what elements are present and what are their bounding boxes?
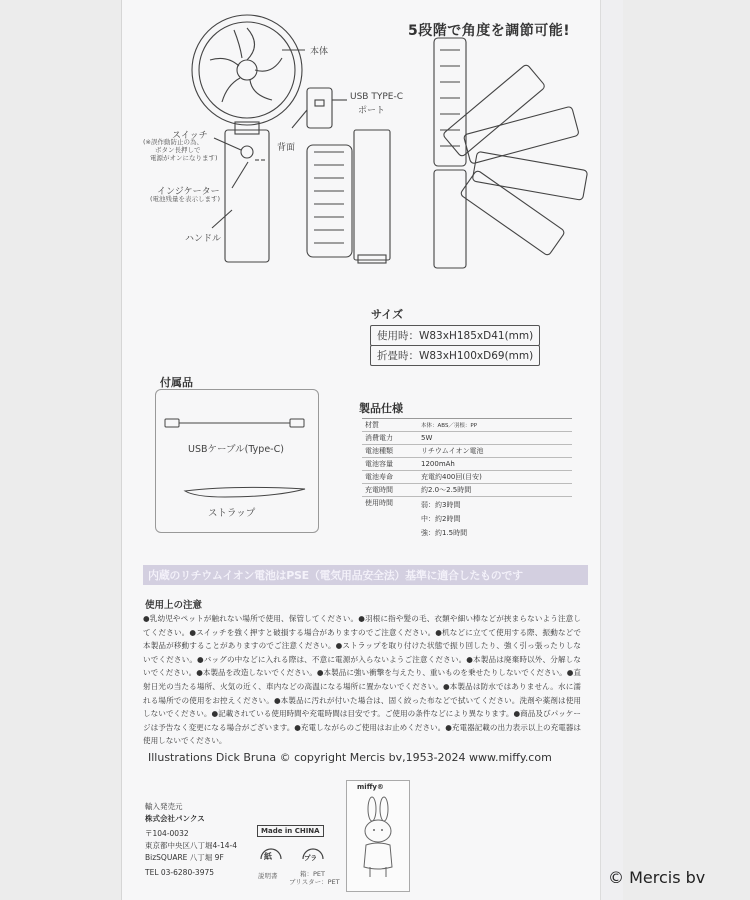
accessories-title: 付属品 bbox=[160, 376, 193, 389]
label-indicator: インジケーター bbox=[157, 187, 220, 197]
indicator-note: (電池残量を表示します) bbox=[150, 195, 221, 203]
spec-table bbox=[362, 418, 572, 541]
strap-label: ストラップ bbox=[208, 508, 256, 519]
size-folded: 折畳時：W83xH100xD69(mm) bbox=[370, 345, 540, 366]
paper-caption: 説明書 bbox=[258, 872, 278, 880]
paper-mark: 紙 bbox=[264, 852, 272, 861]
switch-note-3: 電源がオンになります) bbox=[150, 154, 218, 162]
made-in-badge: Made in CHINA bbox=[257, 825, 324, 837]
label-handle: ハンドル bbox=[185, 234, 222, 244]
miffy-illustration bbox=[348, 795, 408, 887]
background-right bbox=[620, 0, 750, 900]
importer-postal: 〒104-0032 bbox=[145, 829, 189, 838]
label-switch: スイッチ bbox=[172, 131, 208, 141]
importer-label: 輸入発売元 bbox=[145, 802, 183, 811]
importer-address2: BizSQUARE 八丁堀 9F bbox=[145, 853, 224, 862]
copyright-credit: Illustrations Dick Bruna © copyright Mercis bv,1953-2024 www.miffy.com bbox=[148, 751, 552, 764]
cable-label: USBケーブル(Type-C) bbox=[188, 444, 284, 455]
spec-row bbox=[362, 458, 572, 471]
spec-usage-values bbox=[418, 497, 572, 542]
label-usb-port: USB TYPE-C bbox=[350, 92, 403, 102]
miffy-label: miffy® bbox=[357, 783, 384, 791]
plastic-mark: プラ bbox=[304, 854, 317, 862]
notes-body: ●乳幼児やペットが触れない場所で使用、保管してください。●羽根に指や髪の毛、衣類や細い棒などが挟まらないよう注意してください。●スイッチを強く押すと破損する場合がありますのでご注意ください。●机などに立てて使用する際、振動などで本製品が移動することがありますのでご注意ください。●ストラップを取り付けた状態で振り回したり、強く引っ張ったりしないでください。●バッグの中などに入れる際は、不意に電源が入らないようご注意ください。●本製品は廃棄時以外、分解しないでください。●本製品を改造しないでください。●本製品に強い衝撃を与えたり、重いものを乗せたりしないでください。●直射日光の当たる場所、火気の近く、車内などの高温になる場所に置かないでください。●本製品は防水ではありません。水に濡れる場所での使用をお控えください。●本製品に汚れが付いた場合は、固く絞った布などで拭いてください。洗剤や薬剤は使用しないでください。●記載されている使用時間や充電時間は目安です。ご使用の条件などにより異なります。●商品及びパッケージは予告なく変更になる場合がございます。●充電しながらのご使用はお止めください。●充電器記載の出力表示以上の充電器は使用しないでください。 bbox=[143, 614, 581, 746]
spec-value: 約2.0〜2.5時間 bbox=[418, 484, 572, 497]
pse-text: 内蔵のリチウムイオン電池はPSE（電気用品安全法）基準に適合したものです bbox=[148, 569, 523, 582]
background-left bbox=[0, 0, 122, 900]
spec-value: 本体：ABS／羽根：PP bbox=[418, 419, 572, 432]
spec-value: 1200mAh bbox=[418, 458, 572, 471]
usage-strong: 強：約1.5時間 bbox=[421, 529, 468, 537]
spec-key: 消費電力 bbox=[362, 432, 418, 445]
spec-key: 電池寿命 bbox=[362, 471, 418, 484]
spec-key: 電池容量 bbox=[362, 458, 418, 471]
label-back: 背面 bbox=[277, 143, 296, 153]
switch-note-1: (※誤作動防止の為、 bbox=[143, 138, 203, 146]
spec-row bbox=[362, 419, 572, 432]
importer-address1: 東京都中央区八丁堀4-14-4 bbox=[145, 841, 237, 850]
spec-key: 使用時間 bbox=[365, 499, 393, 507]
label-usb-port-2: ポート bbox=[358, 106, 386, 116]
importer-company: 株式会社パンクス bbox=[145, 814, 205, 823]
spec-row bbox=[362, 445, 572, 458]
plastic-caption-1: 箱：PET bbox=[300, 870, 325, 878]
copyright-watermark: © Mercis bv bbox=[608, 868, 706, 887]
usage-medium: 中：約2時間 bbox=[421, 515, 461, 523]
size-in-use: 使用時：W83xH185xD41(mm) bbox=[370, 325, 540, 346]
notes-title: 使用上の注意 bbox=[145, 600, 203, 611]
usage-weak: 弱：約3時間 bbox=[421, 501, 461, 509]
spec-row bbox=[362, 484, 572, 497]
spec-key: 材質 bbox=[362, 419, 418, 432]
spec-key: 充電時間 bbox=[362, 484, 418, 497]
spec-key: 電池種類 bbox=[362, 445, 418, 458]
spec-row-usage bbox=[362, 497, 572, 542]
spec-value: 5W bbox=[418, 432, 572, 445]
spec-value: リチウムイオン電池 bbox=[418, 445, 572, 458]
spec-value: 充電約400回(目安) bbox=[418, 471, 572, 484]
switch-note-2: ボタン長押しで bbox=[155, 146, 201, 154]
spec-row bbox=[362, 471, 572, 484]
label-body: 本体 bbox=[310, 47, 329, 57]
spec-row bbox=[362, 432, 572, 445]
size-title: サイズ bbox=[371, 308, 404, 321]
plastic-caption-2: ブリスター：PET bbox=[289, 878, 340, 886]
importer-tel: TEL 03-6280-3975 bbox=[145, 868, 215, 877]
spec-title: 製品仕様 bbox=[359, 402, 403, 415]
angle-heading: 5段階で角度を調節可能! bbox=[408, 23, 571, 39]
